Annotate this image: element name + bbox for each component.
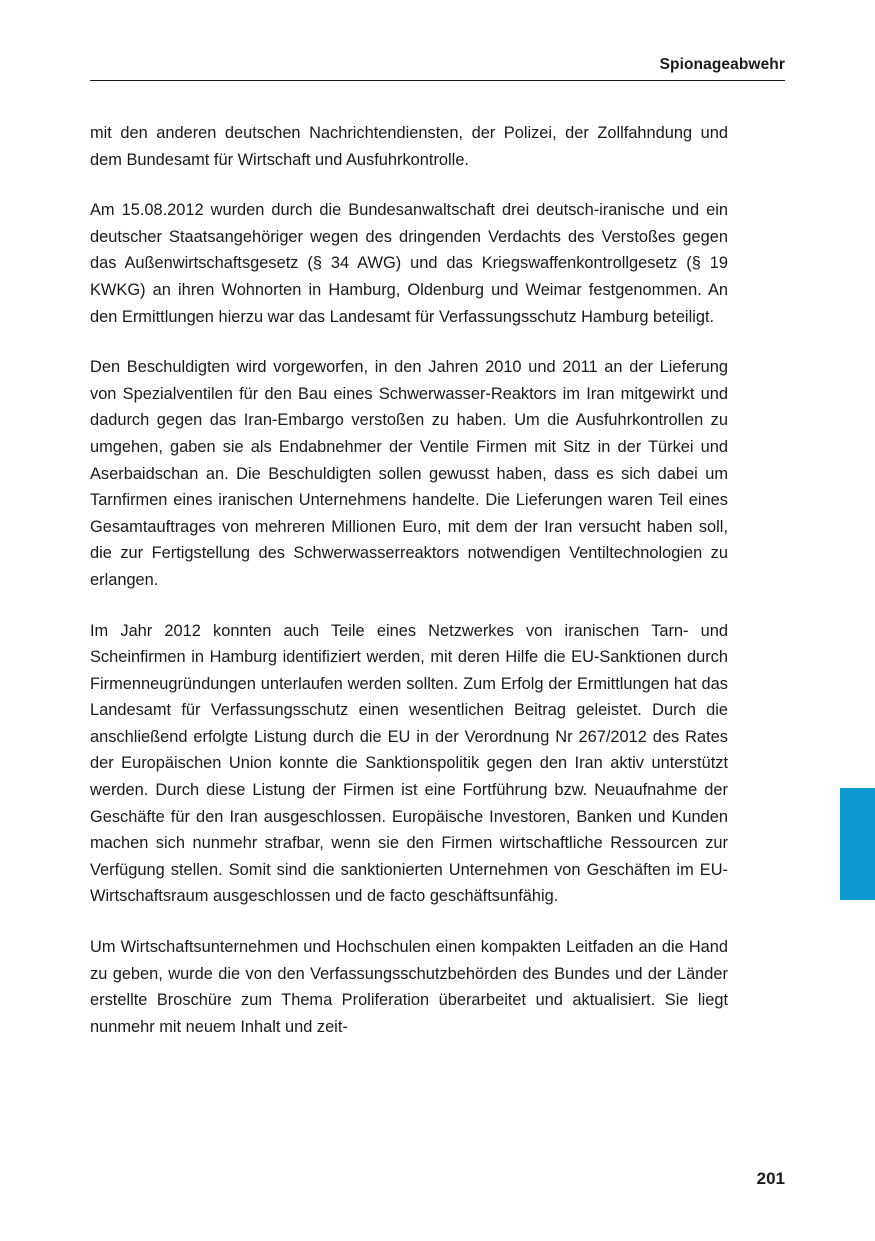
chapter-side-tab [840,788,875,900]
page-body [90,120,728,1040]
page-number: 201 [756,1169,785,1188]
header-divider [90,80,785,81]
paragraph: Am 15.08.2012 wurden durch die Bundesanwaltschaft drei deutsch-iranische und ein deutscher Staatsangehöriger wegen des dringenden Verdachts des Verstoßes gegen das Außenwirtschaftsgesetz (§ 34 AWG) und das Kriegswaffenkontrollgesetz (§ 19 KWKG) an ihren Wohnorten in Hamburg, Oldenburg und Weimar festgenommen. An den Ermittlungen hierzu war das Landesamt für Verfassungsschutz Hamburg beteiligt. [90,201,728,326]
paragraph: Den Beschuldigten wird vorgeworfen, in den Jahren 2010 und 2011 an der Lieferung von Spezialventilen für den Bau eines Schwerwasser-Reaktors im Iran mitgewirkt und dadurch gegen das Iran-Embargo verstoßen zu haben. Um die Ausfuhrkontrollen zu umgehen, gaben sie als Endabnehmer der Ventile Firmen mit Sitz in der Türkei und Aserbaidschan an. Die Beschuldigten sollen gewusst haben, dass es sich dabei um Tarnfirmen eines iranischen Unternehmens handelte. Die Lieferungen waren Teil eines Gesamtauftrages von mehreren Millionen Euro, mit dem der Iran versucht haben soll, die zur Fertigstellung des Schwerwasserreaktors notwendigen Ventiltechnologien zu erlangen. [90,358,728,589]
page-header [90,56,785,81]
page-header-title: Spionageabwehr [659,56,785,73]
paragraph: Um Wirtschaftsunternehmen und Hochschulen einen kompakten Leitfaden an die Hand zu geben, wurde die von den Verfassungsschutzbehörden des Bundes und der Länder erstellte Broschüre zum Thema Proliferation überarbeitet und aktualisiert. Sie liegt nunmehr mit neuem Inhalt und zeit- [90,938,728,1036]
paragraph: Im Jahr 2012 konnten auch Teile eines Netzwerkes von iranischen Tarn- und Scheinfirmen in Hamburg identifiziert werden, mit deren Hilfe die EU-Sanktionen durch Firmenneugründungen unterlaufen werden sollten. Zum Erfolg der Ermittlungen hat das Landesamt für Verfassungsschutz einen wesentlichen Beitrag geleistet. Durch die anschließend erfolgte Listung durch die EU in der Verordnung Nr 267/2012 des Rates der Europäischen Union konnte die Sanktionspolitik gegen den Iran aktiv unterstützt werden. Durch diese Listung der Firmen ist eine Fortführung bzw. Neuaufnahme der Geschäfte für den Iran ausgeschlossen. Europäische Investoren, Banken und Kunden machen sich nunmehr strafbar, wenn sie den Firmen wirtschaftliche Ressourcen zur Verfügung stellen. Somit sind die sanktionierten Unternehmen von Geschäften im EU-Wirtschaftsraum ausgeschlossen und de facto geschäftsunfähig. [90,621,728,906]
paragraph: mit den anderen deutschen Nachrichtendiensten, der Polizei, der Zollfahndung und dem Bundesamt für Wirtschaft und Ausfuhrkontrolle. [90,124,728,169]
